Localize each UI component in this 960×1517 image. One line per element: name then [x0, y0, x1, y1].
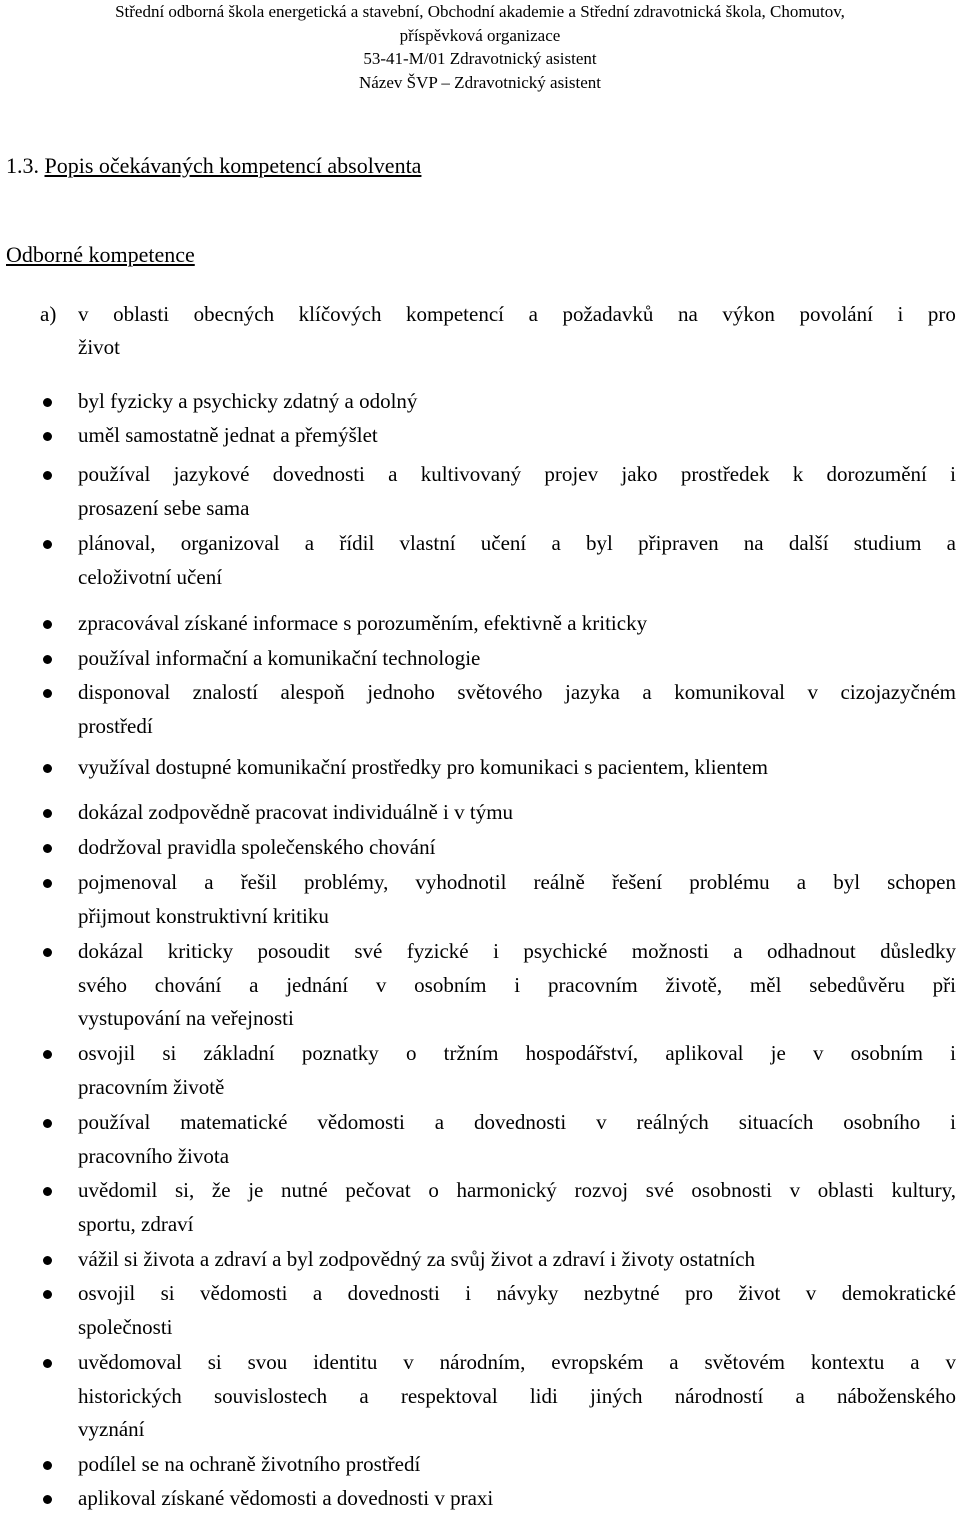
competency-text-line: pracovním životě: [78, 1074, 225, 1099]
competency-item: [78, 642, 956, 676]
competency-text-line: používal informační a komunikační technologie: [78, 646, 481, 670]
area-heading-word: kompetencí: [406, 302, 504, 326]
bullet-icon: [43, 1050, 52, 1059]
competency-text-line: dokázal kriticky posoudit své fyzické i psychické možnosti a odhadnout důsledky: [78, 939, 956, 963]
competency-text-line: historických souvislostech a respektoval lidi jiných národností a náboženského: [78, 1383, 956, 1408]
bullet-icon: [43, 1187, 52, 1196]
competency-item: [78, 1346, 956, 1447]
competency-item: [78, 831, 956, 865]
bullet-icon: [43, 1119, 52, 1128]
competency-text-line: osvojil si vědomosti a dovednosti i návyky nezbytné pro život v demokratické: [78, 1281, 956, 1305]
competency-text-line: pracovního života: [78, 1143, 230, 1168]
area-heading-word: oblasti: [113, 302, 170, 326]
competency-text-line: uměl samostatně jednat a přemýšlet: [78, 423, 378, 447]
competency-area-heading: [40, 298, 956, 364]
competency-item: [78, 527, 956, 594]
competency-text-line: podílel se na ochraně životního prostředí: [78, 1452, 421, 1476]
competency-text-line: uvědomoval si svou identitu v národním, evropském a světovém kontextu a v: [78, 1350, 956, 1374]
bullet-icon: [43, 398, 52, 407]
competency-text-line: používal matematické vědomosti a dovednosti v reálných situacích osobního i: [78, 1110, 956, 1134]
area-heading-word: a: [528, 302, 538, 326]
bullet-icon: [43, 879, 52, 888]
header-school-name: Střední odborná škola energetická a stavební, Obchodní akademie a Střední zdravotnická škola, Chomutov,: [115, 2, 845, 21]
competency-text-line: pojmenoval a řešil problémy, vyhodnotil reálně řešení problému a byl schopen: [78, 870, 956, 894]
competency-text-line: zpracovával získané informace s porozuměním, efektivně a kriticky: [78, 611, 648, 635]
bullet-icon: [43, 1256, 52, 1265]
bullet-icon: [43, 689, 52, 698]
bullet-icon: [43, 432, 52, 441]
section-title: Popis očekávaných kompetencí absolventa: [44, 153, 422, 178]
bullet-icon: [43, 620, 52, 629]
competency-text-line: disponoval znalostí alespoň jednoho světového jazyka a komunikoval v cizojazyčném: [78, 680, 956, 704]
competency-text-line: celoživotní učení: [78, 564, 223, 589]
header-svp-name: Název ŠVP – Zdravotnický asistent: [358, 72, 602, 92]
area-heading-word: obecných: [193, 302, 275, 326]
section-heading: [6, 151, 421, 181]
competency-text-line: svého chování a jednání v osobním i pracovním životě, měl sebedůvěru při: [78, 972, 956, 997]
competency-text-line: vyznání: [78, 1417, 145, 1442]
bullet-icon: [43, 655, 52, 664]
competency-text-line: vystupování na veřejnosti: [78, 1006, 294, 1031]
competency-item: [78, 458, 956, 525]
area-heading-word: i: [897, 302, 904, 326]
competency-text-line: přijmout konstruktivní kritiku: [78, 903, 329, 928]
bullet-icon: [43, 764, 52, 773]
competency-item: [78, 1037, 956, 1104]
competency-item: [78, 796, 956, 830]
competency-text-line: využíval dostupné komunikační prostředky pro komunikaci s pacientem, klientem: [78, 755, 768, 779]
bullet-icon: [43, 948, 52, 957]
competency-item: [78, 1106, 956, 1173]
competency-item: [78, 1174, 956, 1241]
competency-text-line: uvědomil si, že je nutné pečovat o harmonický rozvoj své osobnosti v oblasti kultury,: [78, 1178, 956, 1202]
competency-text-line: sportu, zdraví: [78, 1211, 194, 1236]
area-heading-word: na: [677, 302, 698, 326]
area-heading-word: v: [78, 302, 89, 326]
competency-text-line: používal jazykové dovednosti a kultivovaný projev jako prostředek k dorozumění i: [78, 462, 956, 486]
bullet-icon: [43, 471, 52, 480]
document-header: [0, 0, 960, 94]
competency-text-line: plánoval, organizoval a řídil vlastní učení a byl připraven na další studium a: [78, 531, 956, 555]
competency-text-line: dokázal zodpovědně pracovat individuálně i v týmu: [78, 800, 514, 824]
competency-item: [78, 607, 956, 641]
area-marker: a): [40, 302, 57, 326]
bullet-icon: [43, 540, 52, 549]
competency-item: [78, 1448, 956, 1482]
competency-item: [78, 1243, 956, 1277]
competency-text-line: prosazení sebe sama: [78, 495, 250, 520]
header-organization-type: příspěvková organizace: [399, 25, 561, 45]
competency-item: [78, 1482, 956, 1516]
bullet-icon: [43, 1461, 52, 1470]
competency-text-line: vážil si života a zdraví a byl zodpovědný za svůj život a zdraví i životy ostatních: [78, 1247, 756, 1271]
area-heading-word: požadavků: [562, 302, 654, 326]
header-program-code: 53-41-M/01 Zdravotnický asistent: [363, 49, 597, 68]
competency-text-line: společnosti: [78, 1314, 173, 1339]
competency-item: [78, 676, 956, 743]
area-heading-word: výkon: [722, 302, 775, 326]
competency-text-line: dodržoval pravidla společenského chování: [78, 835, 436, 859]
area-heading-word: pro: [927, 302, 956, 326]
area-heading-word: povolání: [799, 302, 873, 326]
area-heading-line1: [78, 298, 956, 331]
competency-text-line: byl fyzicky a psychicky zdatný a odolný: [78, 389, 418, 413]
competency-item: [78, 385, 956, 419]
bullet-icon: [43, 809, 52, 818]
competency-item: [78, 935, 956, 1036]
competency-text-line: aplikoval získané vědomosti a dovednosti v praxi: [78, 1486, 494, 1510]
competency-text-line: osvojil si základní poznatky o tržním hospodářství, aplikoval je v osobním i: [78, 1041, 956, 1065]
bullet-icon: [43, 1495, 52, 1504]
section-number: 1.3.: [6, 153, 39, 178]
competency-item: [78, 1277, 956, 1344]
subsection-title: Odborné kompetence: [6, 242, 195, 267]
competency-item: [78, 419, 956, 453]
bullet-icon: [43, 1359, 52, 1368]
area-heading-line2: život: [78, 335, 120, 359]
bullet-icon: [43, 1290, 52, 1299]
competency-item: [78, 751, 956, 785]
bullet-icon: [43, 844, 52, 853]
area-heading-word: klíčových: [298, 302, 382, 326]
competency-item: [78, 866, 956, 933]
competency-text-line: prostředí: [78, 713, 153, 738]
